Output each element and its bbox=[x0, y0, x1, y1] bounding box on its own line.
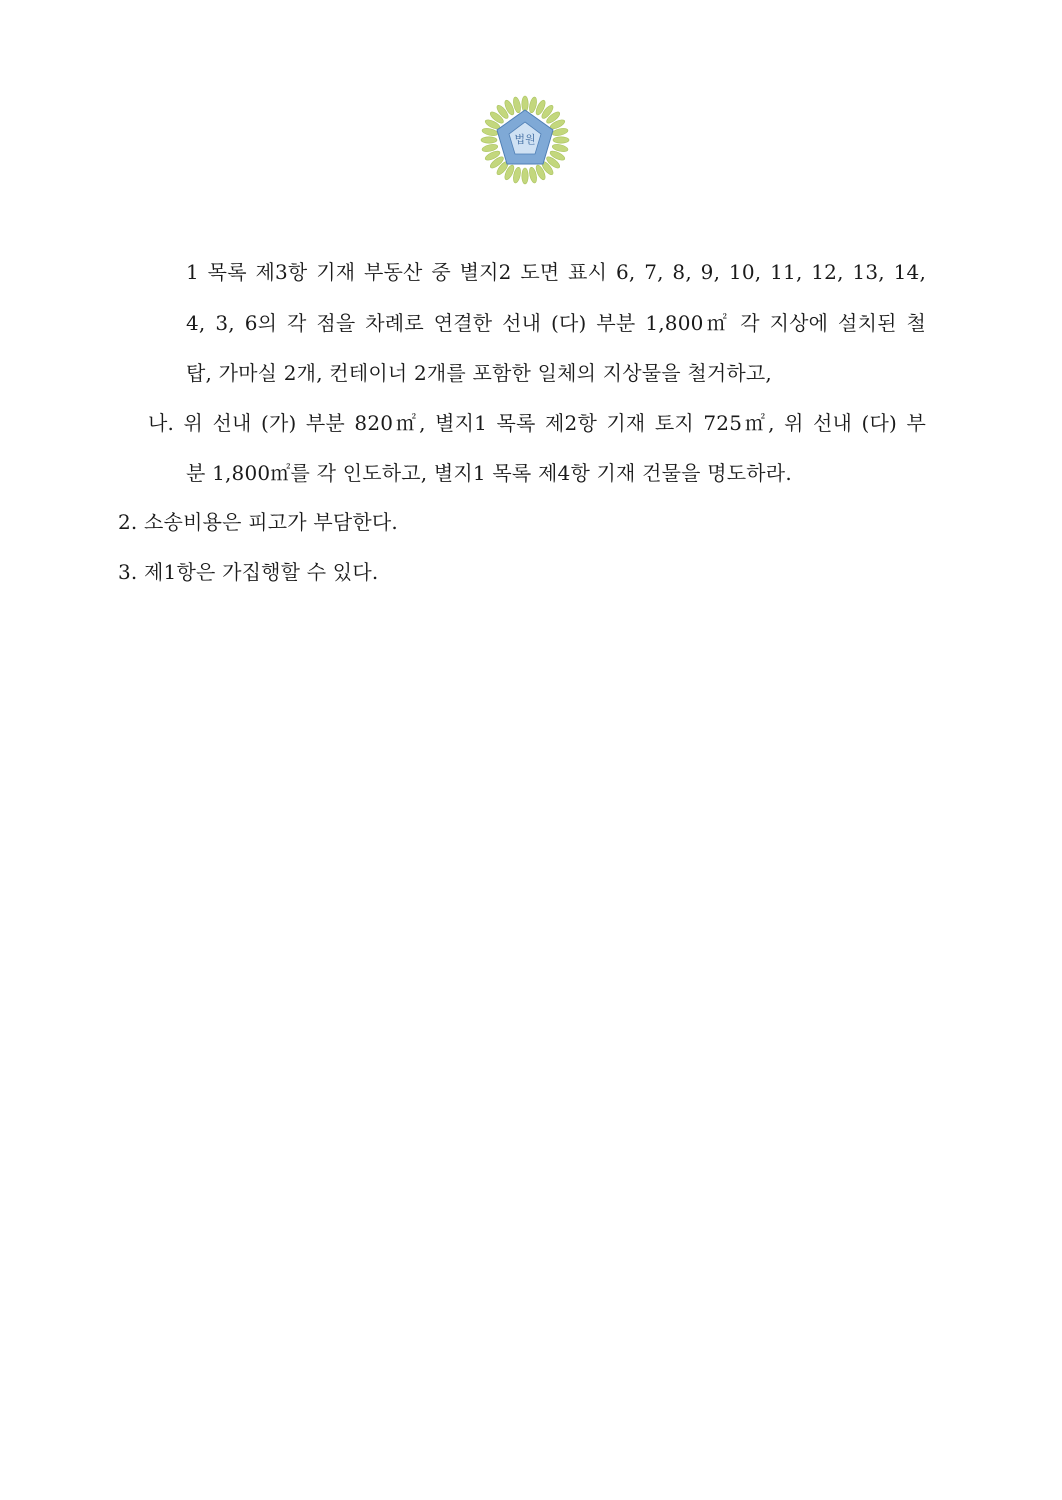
text-line-7: 3. 제1항은 가집행할 수 있다. bbox=[118, 560, 379, 584]
emblem-label: 법원 bbox=[514, 133, 536, 146]
court-emblem-icon bbox=[477, 92, 573, 188]
text-line-5: 분 1,800㎡를 각 인도하고, 별지1 목록 제4항 기재 건물을 명도하라. bbox=[186, 461, 792, 485]
text-line-3: 탑, 가마실 2개, 컨테이너 2개를 포함한 일체의 지상물을 철거하고, bbox=[186, 361, 772, 385]
text-line-6: 2. 소송비용은 피고가 부담한다. bbox=[118, 510, 398, 534]
text-line-2: 4, 3, 6의 각 점을 차례로 연결한 선내 (다) 부분 1,800㎡ 각 지상에 설치된 철 bbox=[186, 311, 926, 335]
emblem-petal bbox=[553, 137, 569, 143]
text-line-4: 나. 위 선내 (가) 부분 820㎡, 별지1 목록 제2항 기재 토지 725㎡, 위 선내 (다) 부 bbox=[148, 411, 926, 435]
emblem-petal bbox=[481, 137, 497, 143]
text-line-1: 1 목록 제3항 기재 부동산 중 별지2 도면 표시 6, 7, 8, 9, 10, 11, 12, 13, 14, bbox=[186, 260, 926, 284]
emblem-petal bbox=[522, 168, 528, 184]
